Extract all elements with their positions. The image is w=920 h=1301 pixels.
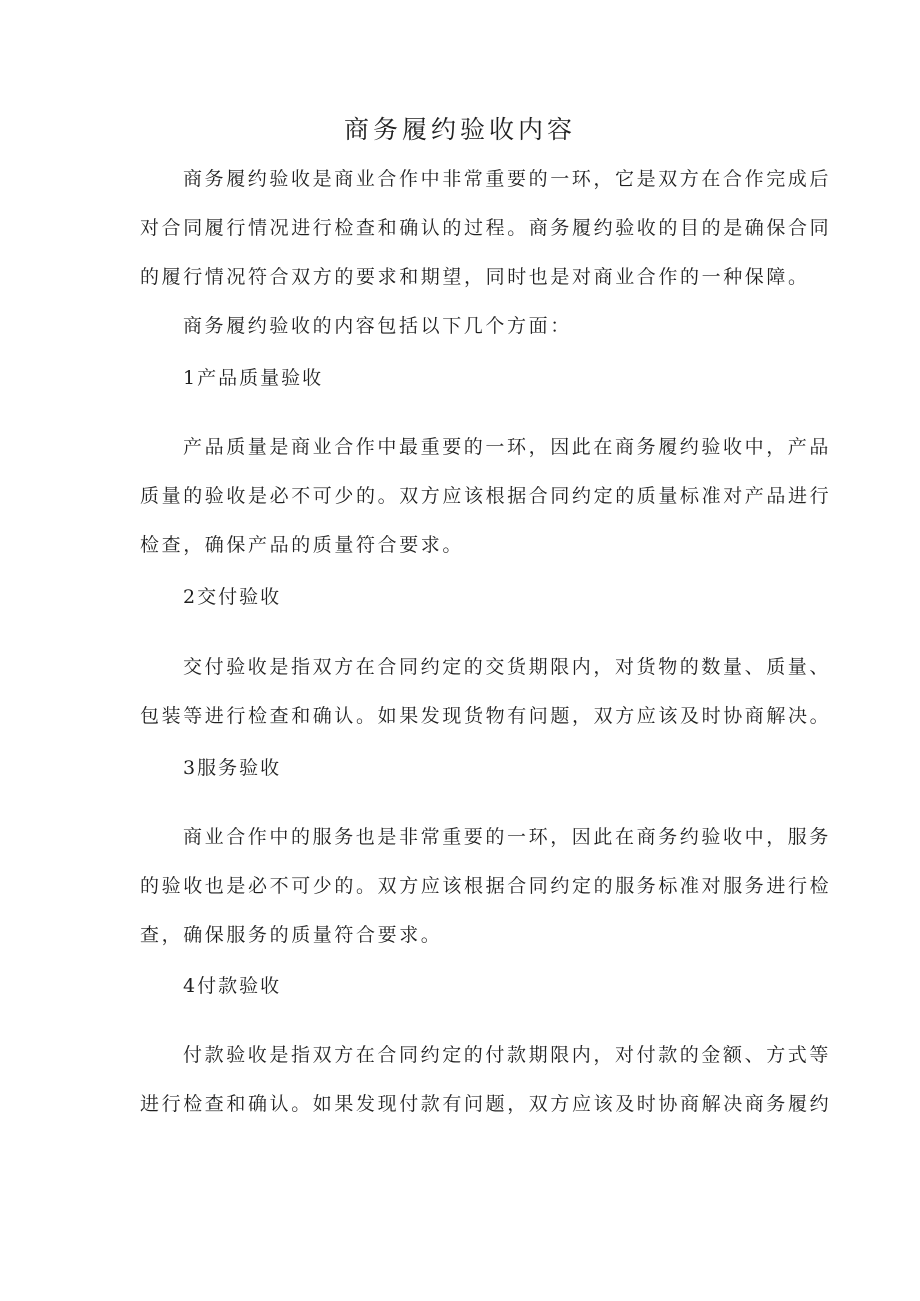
paragraph-line: 交付验收是指双方在合同约定的交货期限内，对货物的数量、质量、 xyxy=(183,656,832,678)
document-title: 商务履约验收内容 xyxy=(343,115,576,144)
paragraph-line: 商务履约验收是商业合作中非常重要的一环，它是双方在合作完成后 xyxy=(183,168,832,190)
paragraph-line: 付款验收是指双方在合同约定的付款期限内，对付款的金额、方式等 xyxy=(183,1044,832,1066)
paragraph-line: 的验收也是必不可少的。双方应该根据合同约定的服务标准对服务进行检 xyxy=(140,875,832,897)
paragraph-line: 进行检查和确认。如果发现付款有问题，双方应该及时协商解决商务履约 xyxy=(140,1093,832,1115)
paragraph-line: 对合同履行情况进行检查和确认的过程。商务履约验收的目的是确保合同 xyxy=(140,217,832,239)
paragraph-line: 检查，确保产品的质量符合要求。 xyxy=(140,534,465,556)
section-heading: 4付款验收 xyxy=(183,975,282,997)
paragraph-line: 包装等进行检查和确认。如果发现货物有问题，双方应该及时协商解决。 xyxy=(140,705,832,727)
section-heading: 1产品质量验收 xyxy=(183,367,324,389)
paragraph-line: 商业合作中的服务也是非常重要的一环，因此在商务约验收中，服务 xyxy=(183,826,832,848)
paragraph-line: 质量的验收是必不可少的。双方应该根据合同约定的质量标准对产品进行 xyxy=(140,485,832,507)
paragraph-line: 查，确保服务的质量符合要求。 xyxy=(140,924,443,946)
section-heading: 3服务验收 xyxy=(183,757,282,779)
paragraph-line: 的履行情况符合双方的要求和期望，同时也是对商业合作的一种保障。 xyxy=(140,266,810,288)
summary-paragraph: 商务履约验收的内容包括以下几个方面： xyxy=(183,315,572,337)
paragraph-line: 产品质量是商业合作中最重要的一环，因此在商务履约验收中，产品 xyxy=(183,436,832,458)
section-heading: 2交付验收 xyxy=(183,586,282,608)
